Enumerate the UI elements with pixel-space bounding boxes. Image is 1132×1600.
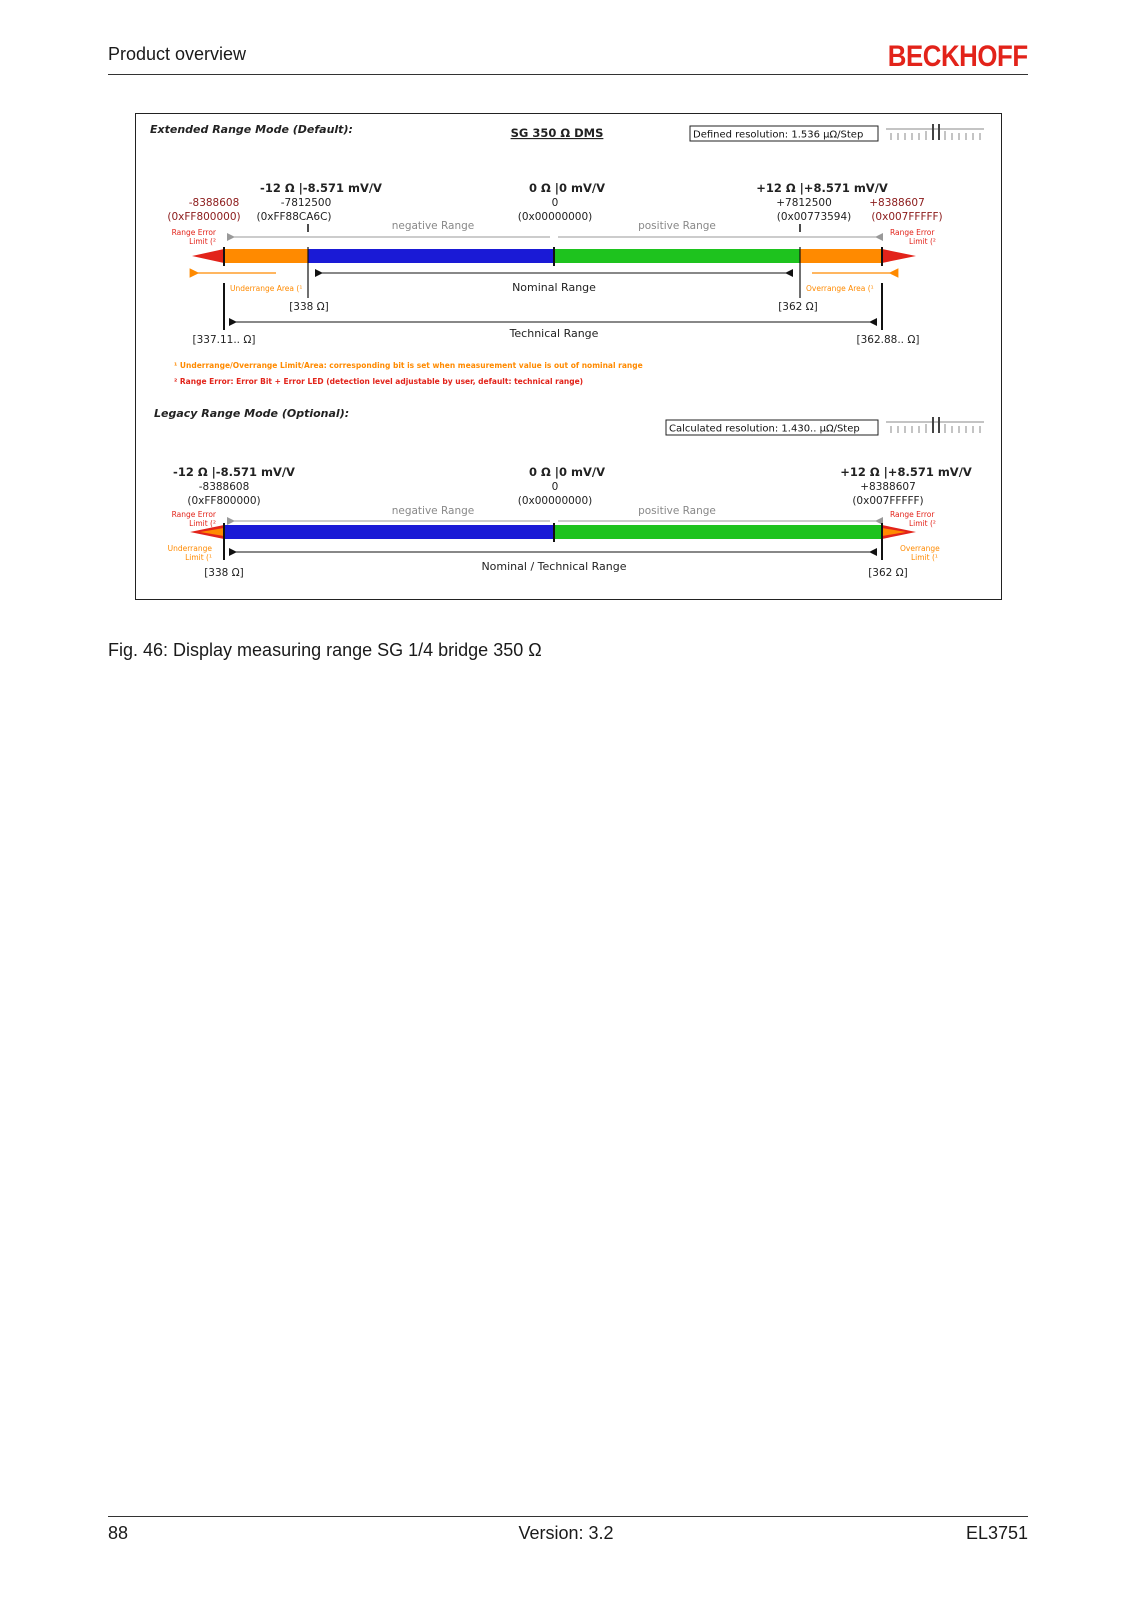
leg-negative-bar (224, 525, 554, 539)
leg-negative-range-label: negative Range (391, 505, 475, 517)
ext-error-right-tip (882, 249, 916, 263)
ext-range-error-right-2: Limit (² (909, 237, 936, 246)
leg-pos-label: +12 Ω |+8.571 mV/V (840, 465, 972, 479)
leg-pos-value: +8388607 (860, 481, 916, 493)
extended-mode-title: Extended Range Mode (Default): (150, 123, 353, 136)
footnote-1: ¹ Underrange/Overrange Limit/Area: corresponding bit is set when measurement value is out of nominal range (174, 361, 643, 370)
calculated-resolution: Calculated resolution: 1.430.. µΩ/Step (669, 423, 860, 435)
leg-range-error-left-2: Limit (² (189, 519, 216, 528)
leg-overrange-2: Limit (¹ (911, 553, 938, 562)
leg-underrange-2: Limit (¹ (185, 553, 212, 562)
legacy-mode-title: Legacy Range Mode (Optional): (154, 407, 350, 420)
ext-pos-hex: (0x00773594) (776, 211, 852, 223)
ext-error-left-tip (192, 249, 224, 263)
ext-overrange-bar (800, 249, 882, 263)
leg-positive-bar (554, 525, 882, 539)
ext-min-hex: (0xFF800000) (167, 211, 241, 223)
leg-nominal-technical: Nominal / Technical Range (481, 560, 627, 573)
ext-ohm-362: [362 Ω] (778, 301, 818, 313)
header-divider (108, 74, 1028, 75)
ext-pos-value: +7812500 (776, 197, 832, 209)
figure-center-title: SG 350 Ω DMS (510, 126, 604, 140)
ext-overrange-area: Overrange Area (¹ (806, 284, 874, 293)
ext-ohm-362-88: [362.88.. Ω] (856, 334, 920, 346)
leg-underrange-1: Underrange (167, 544, 212, 553)
ext-range-error-right-1: Range Error (890, 228, 935, 237)
ext-max-value: +8388607 (869, 197, 925, 209)
leg-range-error-right-1: Range Error (890, 510, 935, 519)
ruler-icon (886, 124, 984, 140)
leg-zero-label: 0 Ω |0 mV/V (529, 465, 605, 479)
ext-range-error-left-2: Limit (² (189, 237, 216, 246)
page-number: 88 (108, 1523, 129, 1543)
ext-min-value: -8388608 (188, 197, 240, 209)
leg-zero-hex: (0x00000000) (517, 495, 593, 507)
leg-neg-hex: (0xFF800000) (187, 495, 261, 507)
leg-zero-value: 0 (551, 481, 559, 493)
ext-ohm-338: [338 Ω] (289, 301, 329, 313)
range-diagram (136, 114, 1003, 601)
defined-resolution: Defined resolution: 1.536 µΩ/Step (693, 129, 864, 141)
leg-range-error-right-2: Limit (² (909, 519, 936, 528)
leg-range-error-left-1: Range Error (171, 510, 216, 519)
ext-negative-range-label: negative Range (391, 220, 475, 232)
ext-positive-range-label: positive Range (638, 220, 716, 232)
ext-ohm-337: [337.11.. Ω] (192, 334, 256, 346)
ext-neg-label: -12 Ω |-8.571 mV/V (260, 181, 382, 195)
ext-underrange-bar (224, 249, 308, 263)
ext-pos-label: +12 Ω |+8.571 mV/V (756, 181, 888, 195)
leg-neg-label: -12 Ω |-8.571 mV/V (173, 465, 295, 479)
footnote-2: ² Range Error: Error Bit + Error LED (detection level adjustable by user, default: technical range) (174, 377, 584, 386)
measuring-range-figure (135, 113, 1002, 600)
figure-caption: Fig. 46: Display measuring range SG 1/4 bridge 350 Ω (108, 640, 542, 660)
header-section-title: Product overview (108, 44, 247, 64)
ext-underrange-area: Underrange Area (¹ (230, 284, 303, 293)
ext-positive-bar (554, 249, 800, 263)
ext-neg-value: -7812500 (280, 197, 332, 209)
ext-nominal-range: Nominal Range (512, 281, 596, 294)
ext-zero-label: 0 Ω |0 mV/V (529, 181, 605, 195)
ext-technical-range: Technical Range (509, 327, 599, 340)
footer-divider (108, 1516, 1028, 1517)
leg-overrange-1: Overrange (900, 544, 940, 553)
product-name: EL3751 (965, 1523, 1028, 1543)
ruler-icon-2 (886, 417, 984, 433)
leg-ohm-362: [362 Ω] (868, 567, 908, 579)
ext-range-error-left-1: Range Error (171, 228, 216, 237)
ext-negative-bar (308, 249, 554, 263)
ext-zero-value: 0 (551, 197, 559, 209)
document-version: Version: 3.2 (518, 1523, 614, 1543)
leg-positive-range-label: positive Range (638, 505, 716, 517)
ext-neg-hex: (0xFF88CA6C) (256, 211, 332, 223)
leg-neg-value: -8388608 (198, 481, 250, 493)
beckhoff-logo: BECKHOFF (888, 40, 1028, 73)
leg-ohm-338: [338 Ω] (204, 567, 244, 579)
leg-pos-hex: (0x007FFFFF) (852, 495, 924, 507)
ext-zero-hex: (0x00000000) (517, 211, 593, 223)
ext-max-hex: (0x007FFFFF) (871, 211, 943, 223)
